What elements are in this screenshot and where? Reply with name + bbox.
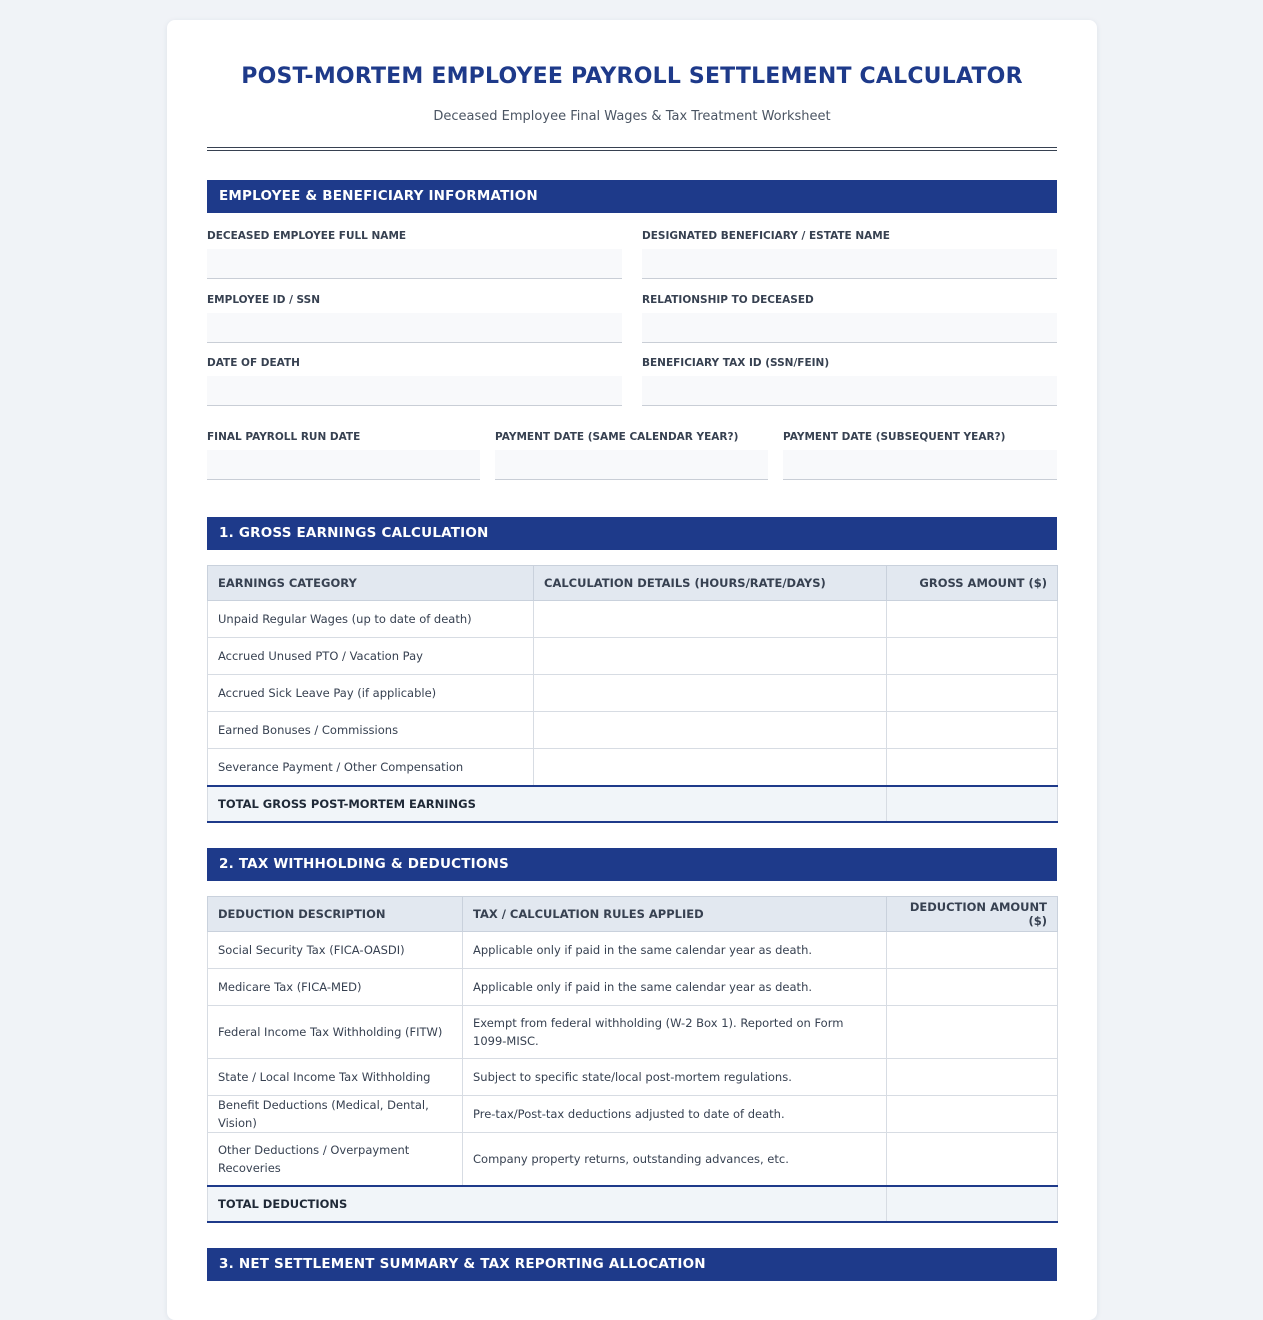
- tax-rule-cell: Applicable only if paid in the same calendar year as death.: [463, 969, 887, 1006]
- payment-same-year-input[interactable]: [495, 450, 768, 480]
- beneficiary-tax-id-label: BENEFICIARY TAX ID (SSN/FEIN): [642, 357, 830, 369]
- beneficiary-tax-id-input[interactable]: [642, 376, 1057, 406]
- table-row: [208, 749, 1058, 787]
- deduction-description-cell: Social Security Tax (FICA-OASDI): [208, 932, 463, 969]
- calculation-details-cell[interactable]: [534, 749, 887, 787]
- total-gross-amount-cell[interactable]: [887, 786, 1058, 822]
- payment-same-year-field: [495, 430, 768, 480]
- column-header: CALCULATION DETAILS (HOURS/RATE/DAYS): [534, 566, 887, 601]
- employee-id-field: [207, 293, 622, 343]
- table-row: [208, 1133, 1058, 1187]
- page-subtitle: Deceased Employee Final Wages & Tax Treatment Worksheet: [433, 109, 831, 124]
- total-deductions-label: TOTAL DEDUCTIONS: [208, 1186, 887, 1222]
- calculation-details-cell[interactable]: [534, 675, 887, 712]
- earnings-category-cell: Earned Bonuses / Commissions: [208, 712, 534, 749]
- deduction-amount-cell[interactable]: [887, 1059, 1058, 1096]
- deduction-amount-cell[interactable]: [887, 1006, 1058, 1059]
- payment-subsequent-year-label: PAYMENT DATE (SUBSEQUENT YEAR?): [783, 431, 1006, 443]
- deduction-amount-cell[interactable]: [887, 1096, 1058, 1133]
- final-payroll-date-label: FINAL PAYROLL RUN DATE: [207, 431, 361, 443]
- deduction-description-cell: Benefit Deductions (Medical, Dental, Vision): [208, 1096, 463, 1133]
- gross-amount-cell[interactable]: [887, 675, 1058, 712]
- column-header: EARNINGS CATEGORY: [208, 566, 534, 601]
- payment-subsequent-year-field: [783, 430, 1057, 480]
- table-row: [208, 932, 1058, 969]
- table-row: [208, 601, 1058, 638]
- deduction-amount-cell[interactable]: [887, 932, 1058, 969]
- table-row: [208, 1096, 1058, 1133]
- tax-rule-cell: Applicable only if paid in the same calendar year as death.: [463, 932, 887, 969]
- tax-rule-cell: Exempt from federal withholding (W-2 Box 1). Reported on Form 1099-MISC.: [463, 1006, 887, 1059]
- employee-id-input[interactable]: [207, 313, 622, 343]
- title-divider: [207, 147, 1057, 151]
- gross-amount-cell[interactable]: [887, 601, 1058, 638]
- deduction-description-cell: Federal Income Tax Withholding (FITW): [208, 1006, 463, 1059]
- beneficiary-tax-id-field: [642, 356, 1057, 406]
- beneficiary-name-input[interactable]: [642, 249, 1057, 279]
- section-header-gross-earnings: 1. GROSS EARNINGS CALCULATION: [207, 517, 1057, 550]
- payment-subsequent-year-input[interactable]: [783, 450, 1057, 480]
- gross-amount-cell[interactable]: [887, 712, 1058, 749]
- deceased-name-input[interactable]: [207, 249, 622, 279]
- deduction-description-cell: Other Deductions / Overpayment Recoveries: [208, 1133, 463, 1187]
- total-deductions-row: [208, 1186, 1058, 1222]
- section-header-deductions: 2. TAX WITHHOLDING & DEDUCTIONS: [207, 848, 1057, 881]
- section-header-net-settlement: 3. NET SETTLEMENT SUMMARY & TAX REPORTING ALLOCATION: [207, 1248, 1057, 1281]
- table-header-row: [208, 897, 1058, 932]
- deduction-description-cell: State / Local Income Tax Withholding: [208, 1059, 463, 1096]
- beneficiary-name-field: [642, 229, 1057, 279]
- deduction-description-cell: Medicare Tax (FICA-MED): [208, 969, 463, 1006]
- date-of-death-field: [207, 356, 622, 406]
- tax-rule-cell: Subject to specific state/local post-mortem regulations.: [463, 1059, 887, 1096]
- deceased-name-label: DECEASED EMPLOYEE FULL NAME: [207, 230, 407, 242]
- deceased-name-field: [207, 229, 622, 279]
- beneficiary-name-label: DESIGNATED BENEFICIARY / ESTATE NAME: [642, 230, 890, 242]
- column-header: DEDUCTION DESCRIPTION: [208, 897, 463, 932]
- final-payroll-date-input[interactable]: [207, 450, 480, 480]
- earnings-category-cell: Accrued Unused PTO / Vacation Pay: [208, 638, 534, 675]
- date-of-death-input[interactable]: [207, 376, 622, 406]
- calculation-details-cell[interactable]: [534, 712, 887, 749]
- deduction-amount-cell[interactable]: [887, 1133, 1058, 1187]
- relationship-input[interactable]: [642, 313, 1057, 343]
- payment-same-year-label: PAYMENT DATE (SAME CALENDAR YEAR?): [495, 431, 739, 443]
- employee-id-label: EMPLOYEE ID / SSN: [207, 294, 320, 306]
- calculation-details-cell[interactable]: [534, 638, 887, 675]
- table-row: [208, 712, 1058, 749]
- deduction-amount-cell[interactable]: [887, 969, 1058, 1006]
- table-row: [208, 675, 1058, 712]
- earnings-category-cell: Severance Payment / Other Compensation: [208, 749, 534, 787]
- total-gross-row: [208, 786, 1058, 822]
- deductions-table: [207, 896, 1058, 1223]
- table-row: [208, 969, 1058, 1006]
- final-payroll-date-field: [207, 430, 480, 480]
- gross-amount-cell[interactable]: [887, 638, 1058, 675]
- tax-rule-cell: Pre-tax/Post-tax deductions adjusted to date of death.: [463, 1096, 887, 1133]
- relationship-label: RELATIONSHIP TO DECEASED: [642, 294, 814, 306]
- calculation-details-cell[interactable]: [534, 601, 887, 638]
- column-header: DEDUCTION AMOUNT ($): [887, 897, 1058, 932]
- table-row: [208, 1006, 1058, 1059]
- section-header-employee-info: EMPLOYEE & BENEFICIARY INFORMATION: [207, 180, 1057, 213]
- gross-amount-cell[interactable]: [887, 749, 1058, 787]
- tax-rule-cell: Company property returns, outstanding advances, etc.: [463, 1133, 887, 1187]
- relationship-field: [642, 293, 1057, 343]
- table-row: [208, 1059, 1058, 1096]
- worksheet-card: [167, 20, 1097, 1320]
- earnings-category-cell: Unpaid Regular Wages (up to date of death): [208, 601, 534, 638]
- table-header-row: [208, 566, 1058, 601]
- column-header: TAX / CALCULATION RULES APPLIED: [463, 897, 887, 932]
- earnings-category-cell: Accrued Sick Leave Pay (if applicable): [208, 675, 534, 712]
- total-gross-label: TOTAL GROSS POST-MORTEM EARNINGS: [208, 786, 887, 822]
- column-header: GROSS AMOUNT ($): [887, 566, 1058, 601]
- table-row: [208, 638, 1058, 675]
- total-deductions-amount-cell[interactable]: [887, 1186, 1058, 1222]
- page-title: POST-MORTEM EMPLOYEE PAYROLL SETTLEMENT CALCULATOR: [241, 64, 1023, 89]
- gross-earnings-table: [207, 565, 1058, 823]
- date-of-death-label: DATE OF DEATH: [207, 357, 300, 369]
